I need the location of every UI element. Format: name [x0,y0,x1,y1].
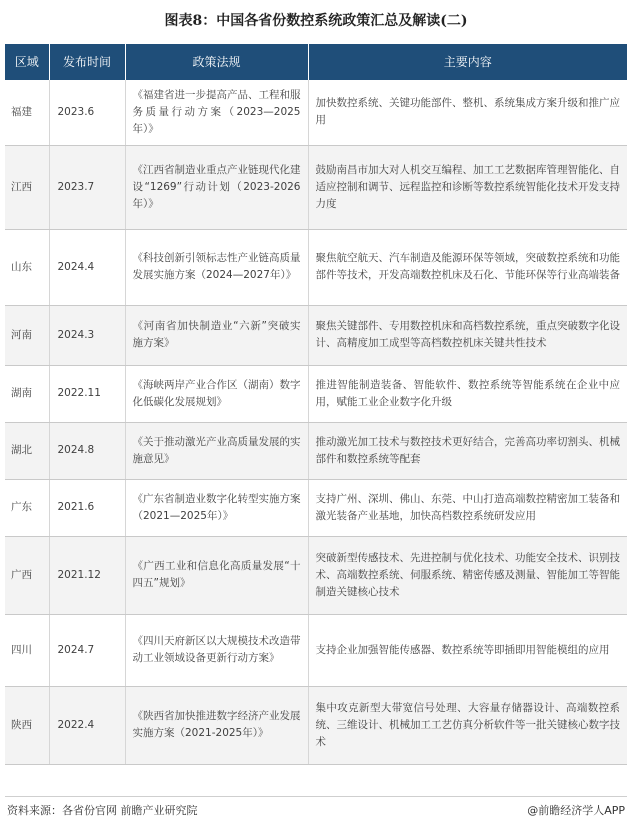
brand-credit: @前瞻经济学人APP [527,804,625,817]
region-cell: 四川 [5,614,49,686]
footer-divider [5,796,627,797]
region-cell: 广东 [5,479,49,536]
table-row [5,80,627,145]
region-cell: 河南 [5,305,49,365]
content-cell: 聚焦关键部件、专用数控机床和高档数控系统，重点突破数字化设计、高精度加工成型等高档数控机床关键共性技术 [308,305,627,365]
content-cell: 支持广州、深圳、佛山、东莞、中山打造高端数控精密加工装备和激光装备产业基地，加快高档数控系统研发应用 [308,479,627,536]
policy-cell: 《江西省制造业重点产业链现代化建设“1269”行动计划（2023-2026年）》 [125,145,308,229]
content-cell: 突破新型传感技术、先进控制与优化技术、功能安全技术、识别技术、高端数控系统、伺服系统、精密传感及测量、智能加工等智能制造关键核心技术 [308,536,627,614]
date-cell: 2024.3 [49,305,125,365]
region-cell: 湖南 [5,365,49,422]
date-cell: 2024.4 [49,229,125,305]
table-row [5,479,627,536]
content-cell: 聚焦航空航天、汽车制造及能源环保等领域，突破数控系统和功能部件等技术，开发高端数控机床及石化、节能环保等行业高端装备 [308,229,627,305]
source-note: 资料来源：各省份官网 前瞻产业研究院 [7,804,198,817]
date-cell: 2022.11 [49,365,125,422]
table-row [5,422,627,479]
table-row [5,365,627,422]
content-cell: 推动激光加工技术与数控技术更好结合，完善高功率切割头、机械部件和数控系统等配套 [308,422,627,479]
table-row [5,536,627,614]
table-row [5,145,627,229]
date-cell: 2022.4 [49,686,125,764]
table-row [5,305,627,365]
region-cell: 陕西 [5,686,49,764]
table-row [5,229,627,305]
chart-title: 图表8：中国各省份数控系统政策汇总及解读(二) [164,13,468,29]
policy-cell: 《四川天府新区以大规模技术改造带动工业领域设备更新行动方案》 [125,614,308,686]
table-header-row [5,44,627,80]
content-cell: 集中攻克新型大带宽信号处理、大容量存储器设计、高端数控系统、三维设计、机械加工工艺仿真分析软件等一批关键核心数字技术 [308,686,627,764]
content-cell: 鼓励南昌市加大对人机交互编程、加工工艺数据库管理智能化、自适应控制和调节、远程监控和诊断等数控系统智能化技术开发支持力度 [308,145,627,229]
date-cell: 2024.8 [49,422,125,479]
content-cell: 支持企业加强智能传感器、数控系统等即插即用智能模组的应用 [308,614,627,686]
region-cell: 广西 [5,536,49,614]
footer [7,802,625,818]
policy-cell: 《广西工业和信息化高质量发展“十四五”规划》 [125,536,308,614]
policy-cell: 《广东省制造业数字化转型实施方案（2021—2025年）》 [125,479,308,536]
date-cell: 2021.12 [49,536,125,614]
content-cell: 推进智能制造装备、智能软件、数控系统等智能系统在企业中应用，赋能工业企业数字化升级 [308,365,627,422]
region-cell: 山东 [5,229,49,305]
policy-cell: 《科技创新引领标志性产业链高质量发展实施方案（2024—2027年）》 [125,229,308,305]
date-cell: 2023.7 [49,145,125,229]
date-cell: 2024.7 [49,614,125,686]
region-cell: 江西 [5,145,49,229]
region-cell: 湖北 [5,422,49,479]
policy-cell: 《陕西省加快推进数字经济产业发展实施方案（2021-2025年）》 [125,686,308,764]
date-cell: 2023.6 [49,80,125,145]
table-row [5,686,627,764]
content-cell: 加快数控系统、关键功能部件、整机、系统集成方案升级和推广应用 [308,80,627,145]
policy-table [5,44,627,765]
header-policy: 政策法规 [125,44,308,80]
table-row [5,614,627,686]
header-region: 区域 [5,44,49,80]
policy-cell: 《福建省进一步提高产品、工程和服务质量行动方案（2023—2025年）》 [125,80,308,145]
policy-cell: 《关于推动激光产业高质量发展的实施意见》 [125,422,308,479]
policy-cell: 《海峡两岸产业合作区（湖南）数字化低碳化发展规划》 [125,365,308,422]
header-date: 发布时间 [49,44,125,80]
region-cell: 福建 [5,80,49,145]
policy-cell: 《河南省加快制造业“六新”突破实施方案》 [125,305,308,365]
header-content: 主要内容 [308,44,627,80]
date-cell: 2021.6 [49,479,125,536]
